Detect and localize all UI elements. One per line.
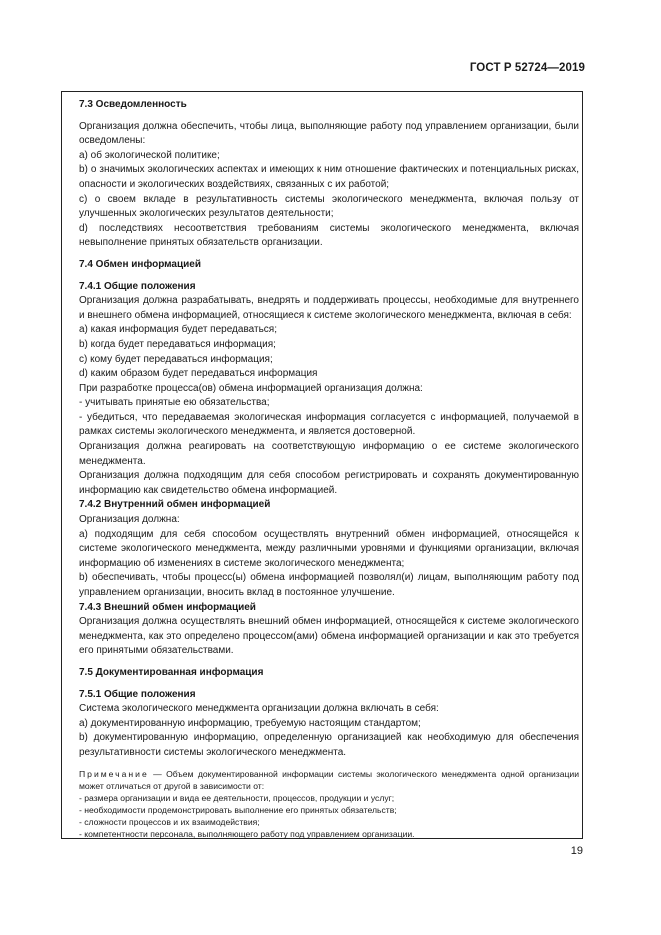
note-item: - необходимости продемонстрировать выполнение его принятых обязательств; [79, 804, 397, 815]
list-item: b) когда будет передаваться информация; [79, 338, 276, 350]
document-id: ГОСТ Р 52724—2019 [469, 62, 585, 74]
page-content [79, 98, 579, 840]
note-item: - размера организации и вида ее деятельности, процессов, продукции и услуг; [79, 792, 395, 803]
section-7-3-title: 7.3 Осведомленность [79, 99, 187, 110]
note-item: - компетентности персонала, выполняющего работу под управлением организации. [79, 828, 415, 839]
list-item: d) последствиях несоответствия требованиям системы экологического менеджмента, включая невыполнение принятых обязательств организации. [79, 222, 579, 249]
note-text: — Объем документированной информации системы экологического менеджмента одной организации может отличаться от другой в зависимости от: [79, 768, 579, 791]
list-item: b) обеспечивать, чтобы процесс(ы) обмена информацией позволял(и) лицам, выполняющим работу под управлением организации, вносить вклад в постоянное улучшение. [79, 572, 579, 598]
list-item: c) о своем вкладе в результативность системы экологического менеджмента, включая пользу от улучшенных экологических результатов деятельности; [79, 193, 579, 220]
section-7-5-1-title: 7.5.1 Общие положения [79, 688, 196, 700]
note-item: - сложности процессов и их взаимодействия; [79, 816, 260, 827]
paragraph: Организация должна: [79, 514, 180, 526]
section-7-4-3-title: 7.4.3 Внешний обмен информацией [79, 601, 256, 613]
section-7-4-title: 7.4 Обмен информацией [79, 258, 202, 270]
section-7-4-1-intro: Организация должна разрабатывать, внедрять и поддерживать процессы, необходимые для внутреннего и внешнего обмена информацией, относящиеся к системе экологического менеджмента, включая в себя: [79, 295, 579, 321]
page-number: 19 [570, 845, 583, 857]
paragraph: Система экологического менеджмента организации должна включать в себя: [79, 703, 439, 715]
paragraph: При разработке процесса(ов) обмена информацией организация должна: [79, 382, 423, 394]
list-item: b) документированную информацию, определенную организацией как необходимую для обеспечения результативности системы экологического менеджмента. [79, 732, 579, 758]
paragraph: Организация должна подходящим для себя способом регистрировать и сохранять документированную информацию как свидетельство обмена информацией. [79, 470, 579, 496]
paragraph: Организация должна реагировать на соответствующую информацию о ее системе экологического менеджмента. [79, 441, 579, 467]
paragraph: Организация должна осуществлять внешний обмен информацией, относящейся к системе экологического менеджмента, как это определено процессом(ами) обмена информацией организации и как это требуется его принятыми обязательствами. [79, 616, 579, 657]
dash-item: - учитывать принятые ею обязательства; [79, 397, 270, 409]
note-label: Примечание [79, 768, 149, 779]
list-item: a) об экологической политике; [79, 149, 220, 161]
list-item: a) какая информация будет передаваться; [79, 324, 277, 336]
list-item: a) подходящим для себя способом осуществлять внутренний обмен информацией, относящейся к системе экологического менеджмента, между различными уровнями и функциями организации, включая информацию об изменениях в системе экологического менеджмента; [79, 528, 579, 569]
list-item: c) кому будет передаваться информация; [79, 353, 273, 365]
dash-item: - убедиться, что передаваемая экологическая информация согласуется с информацией, получаемой в рамках системы экологического менеджмента, и является достоверной. [79, 411, 579, 438]
section-7-3-intro: Организация должна обеспечить, чтобы лица, выполняющие работу под управлением организации, были осведомлены: [79, 120, 579, 147]
section-7-5-title: 7.5 Документированная информация [79, 666, 264, 678]
note-block [79, 768, 579, 840]
section-7-4-2-title: 7.4.2 Внутренний обмен информацией [79, 499, 271, 511]
list-item: a) документированную информацию, требуемую настоящим стандартом; [79, 717, 421, 729]
list-item: d) каким образом будет передаваться информация [79, 368, 318, 380]
section-7-4-1-title: 7.4.1 Общие положения [79, 280, 196, 292]
list-item: b) о значимых экологических аспектах и имеющих к ним отношение фактических и потенциальных рисках, опасности и экологических воздействиях, связанных с их работой; [79, 164, 579, 190]
